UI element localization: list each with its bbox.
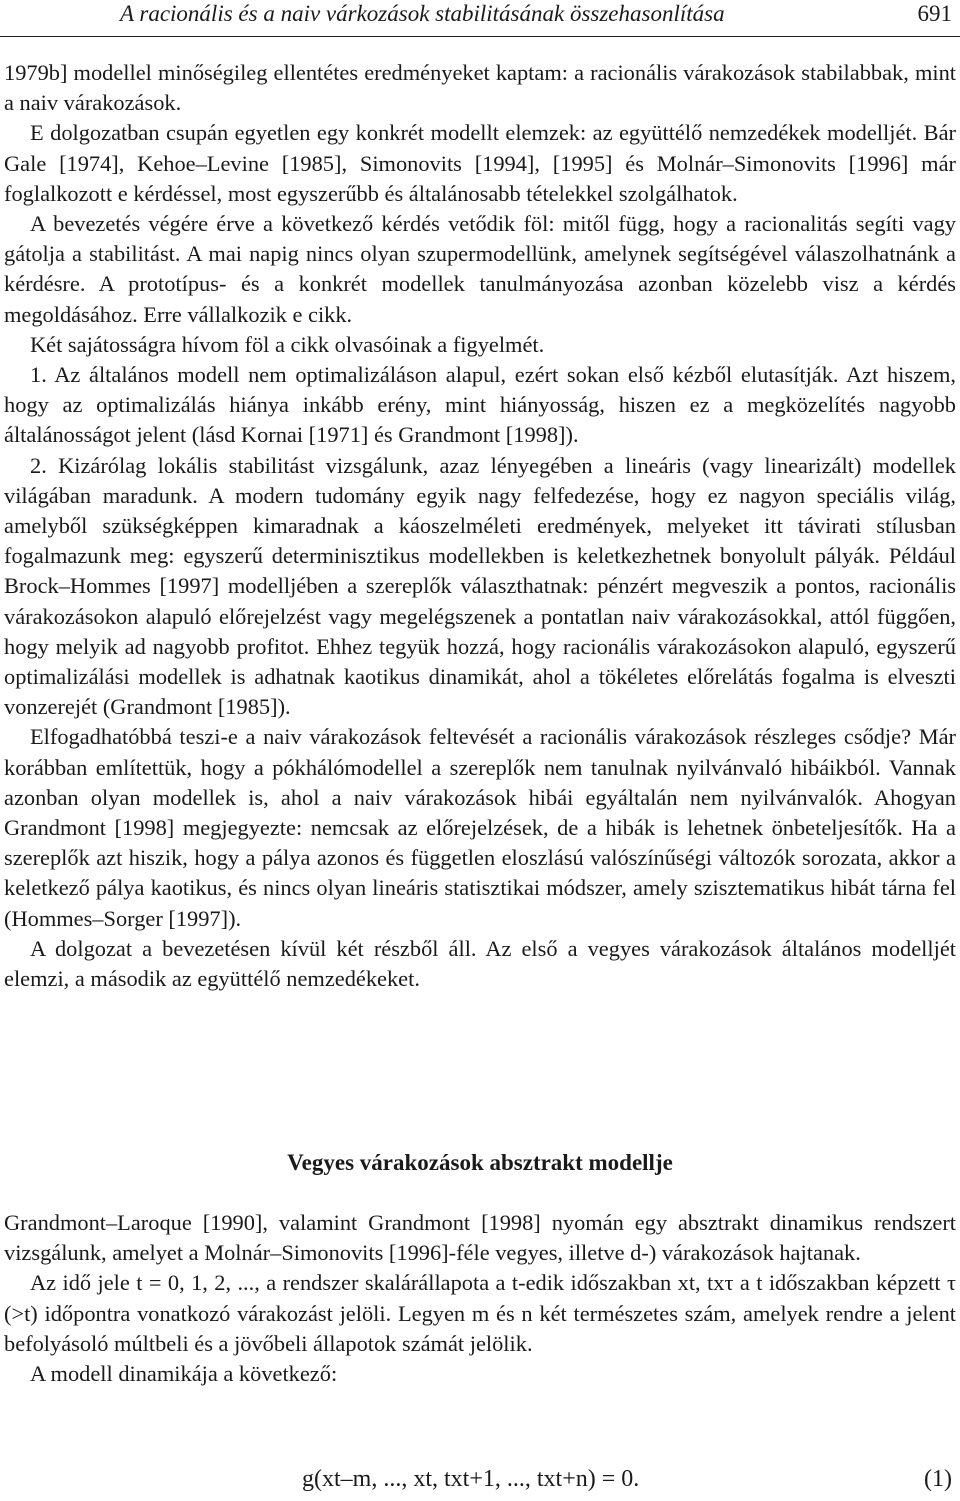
- introduction-text: [4, 58, 956, 994]
- running-head: [0, 0, 960, 40]
- equation-expression: g(xt–m, ..., xt, txt+1, ..., txt+n) = 0.: [302, 1466, 640, 1492]
- paragraph: A modell dinamikája a következő:: [30, 1361, 338, 1387]
- paragraph: A dolgozat a bevezetésen kívül két részből áll. Az első a vegyes várakozások általános modelljét elemzi, a második az együttélő nemzedékeket.: [4, 935, 956, 992]
- page-number: 691: [917, 1, 952, 26]
- running-head-title: A racionális és a naiv várkozások stabilitásának összehasonlítása: [120, 1, 725, 26]
- paragraph: Elfogadhatóbbá teszi-e a naiv várakozások feltevését a racionális várakozások részleges csődje? Már korábban említettük, hogy a pókhálómodellel a szereplők nem tanulnak nyilvánvaló hibáikból. Vannak azonban olyan modellek is, ahol a naiv várakozások hibái egyáltalán nem nyilvánvalók. Ahogyan Grandmont [1998] megjegyezte: nemcsak az előrejelzések, de a hibák is lehetnek önbeteljesítők. Ha a szereplők azt hiszik, hogy a pálya azonos és független eloszlású valószínűségi változók sorozata, akkor a keletkező pálya kaotikus, és nincs olyan lineáris statisztikai módszer, amely szisztematikus hibát tárna fel (Hommes–Sorger [1997]).: [4, 724, 956, 931]
- paragraph: 2. Kizárólag lokális stabilitást vizsgálunk, azaz lényegében a lineáris (vagy linearizált) modellek világában maradunk. A modern tudomány egyik nagy felfedezése, hogy ez nagyon speciális világ, amelyből szükségképpen kimaradnak a káoszelméleti eredmények, melyeket itt távirati stílusban fogalmazunk meg: egyszerű determinisztikus modellekben is keletkezhetnek bonyolult pályák. Például Brock–Hommes [1997] modelljében a szereplők választhatnak: pénzért megveszik a pontos, racionális várakozásokon alapuló előrejelzést vagy megelégszenek a pontatlan naiv várakozásokkal, attól függően, hogy melyik ad nagyobb profitot. Ehhez tegyük hozzá, hogy racionális várakozásokon alapuló, egyszerű optimalizálási modellek is adhatnak kaotikus dinamikát, ahol a tökéletes előrelátás fogalma is elveszti vonzerejét (Grandmont [1985]).: [4, 452, 956, 720]
- section-heading: Vegyes várakozások absztrakt modellje: [287, 1150, 673, 1175]
- paragraph: E dolgozatban csupán egyetlen egy konkrét modellt elemzek: az együttélő nemzedékek modelljét. Bár Gale [1974], Kehoe–Levine [1985], Simonovits [1994], [1995] és Molnár–Simonovits [1996] már foglalkozott e kérdéssel, most egyszerűbb és általánosabb tételekkel szolgálhatok.: [4, 120, 956, 206]
- paragraph: A bevezetés végére érve a következő kérdés vetődik föl: mitől függ, hogy a racionalitás segíti vagy gátolja a stabilitást. A mai napig nincs olyan szupermodellünk, amelynek segítségével válaszolhatnánk a kérdésre. A prototípus- és a konkrét modellek tanulmányozása azonban közelebb visz a kérdés megoldásához. Erre vállalkozik e cikk.: [4, 211, 956, 327]
- header-rule: [0, 36, 960, 37]
- paragraph: Két sajátosságra hívom föl a cikk olvasóinak a figyelmét.: [30, 331, 545, 357]
- paragraph: Grandmont–Laroque [1990], valamint Grandmont [1998] nyomán egy absztrakt dinamikus rendszert vizsgálunk, amelyet a Molnár–Simonovits [1996]-féle vegyes, illetve d-) várakozások hajtanak.: [4, 1210, 956, 1266]
- equation-1: [0, 1464, 960, 1500]
- paragraph: 1979b] modellel minőségileg ellentétes eredményeket kaptam: a racionális várakozások stabilabbak, mint a naiv várakozások.: [4, 60, 956, 116]
- section-text: [4, 1208, 956, 1389]
- equation-number: (1): [924, 1466, 952, 1492]
- paragraph: Az idő jele t = 0, 1, 2, ..., a rendszer skalárállapota a t-edik időszakban xt, txτ a t időszakban képzett τ (>t) időpontra vonatkozó várakozást jelöli. Legyen m és n két természetes szám, amelyek rendre a jelent befolyásoló múltbeli és a jövőbeli állapotok számát jelölik.: [4, 1270, 956, 1356]
- paragraph: 1. Az általános modell nem optimalizáláson alapul, ezért sokan első kézből elutasítják. Azt hiszem, hogy az optimalizálás hiánya inkább erény, mint hiányosság, hiszen ez a megközelítés nagyobb általánosságot jelent (lásd Kornai [1971] és Grandmont [1998]).: [4, 362, 956, 448]
